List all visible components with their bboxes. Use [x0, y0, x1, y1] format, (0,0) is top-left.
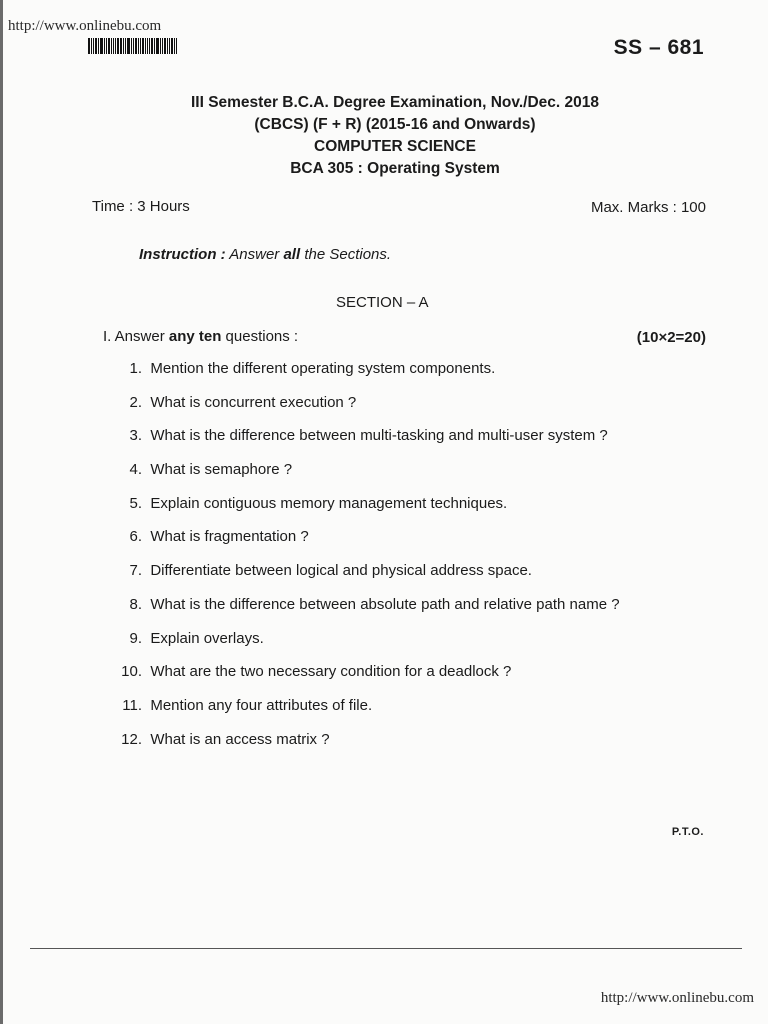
page-divider — [30, 948, 742, 949]
question-number: 5. — [129, 494, 142, 512]
question-item — [108, 663, 620, 697]
question-number: 8. — [129, 595, 142, 613]
question-item — [108, 461, 620, 495]
exam-subject: COMPUTER SCIENCE — [314, 138, 476, 155]
barcode-stripe — [147, 38, 148, 54]
barcode-stripe — [162, 38, 163, 54]
question-block-prefix: I. Answer — [103, 328, 169, 345]
barcode-stripe — [131, 38, 132, 54]
barcode-stripe — [133, 38, 134, 54]
barcode-stripe — [111, 38, 112, 54]
barcode-stripe — [125, 38, 126, 54]
exam-title-line1: III Semester B.C.A. Degree Examination, Nov./Dec. 2018 — [190, 94, 600, 111]
pto-note: P.T.O. — [671, 826, 704, 838]
question-number: 9. — [129, 629, 142, 647]
question-number: 11. — [122, 696, 142, 714]
barcode-stripe — [149, 38, 150, 54]
barcode-stripe — [120, 38, 122, 54]
exam-header — [0, 92, 768, 180]
barcode-stripe — [93, 38, 94, 54]
barcode-stripe — [160, 38, 161, 54]
question-block-heading — [103, 328, 298, 345]
question-number: 6. — [129, 528, 142, 546]
barcode-stripe — [138, 38, 139, 54]
barcode-stripe — [113, 38, 114, 54]
question-item — [108, 427, 620, 461]
question-text: Mention any four attributes of file. — [150, 696, 373, 714]
barcode-stripe — [98, 38, 99, 54]
barcode-stripe — [176, 38, 177, 54]
exam-course: BCA 305 : Operating System — [290, 160, 500, 177]
question-item — [108, 731, 620, 765]
question-list — [108, 360, 620, 764]
question-text: What is the difference between multi-tasking and multi-user system ? — [150, 427, 608, 445]
question-text: Mention the different operating system components. — [150, 360, 496, 377]
question-number: 12. — [121, 730, 142, 748]
instruction-text-before: Answer — [225, 246, 284, 263]
barcode-stripe — [123, 38, 124, 54]
question-block-marks: (10×2=20) — [636, 329, 706, 346]
barcode-stripe — [154, 38, 155, 54]
barcode-stripe — [151, 38, 153, 54]
instruction-label: Instruction : — [139, 246, 226, 263]
question-number: 10. — [121, 663, 142, 681]
barcode-stripe — [100, 38, 103, 54]
barcode-stripe — [104, 38, 105, 54]
section-title: SECTION – A — [336, 294, 429, 311]
barcode-stripe — [95, 38, 97, 54]
question-text: Differentiate between logical and physical address space. — [150, 562, 532, 580]
question-number: 1. — [129, 360, 142, 377]
barcode-stripe — [117, 38, 119, 54]
barcode-stripe — [174, 38, 175, 54]
question-item — [108, 630, 620, 664]
instruction-text-after: the Sections. — [300, 246, 392, 263]
question-text: Explain overlays. — [150, 629, 264, 647]
question-number: 7. — [129, 562, 142, 580]
instruction — [139, 246, 391, 263]
bottom-url-link[interactable]: http://www.onlinebu.com — [600, 990, 754, 1006]
paper-code: SS – 681 — [613, 36, 704, 59]
question-text: What is an access matrix ? — [150, 730, 330, 748]
question-item — [108, 495, 620, 529]
barcode-stripe — [115, 38, 116, 54]
barcode-stripe — [145, 38, 146, 54]
question-item — [108, 596, 620, 630]
exam-duration: Time : 3 Hours — [92, 198, 190, 215]
question-number: 2. — [129, 393, 142, 411]
barcode — [88, 38, 188, 54]
barcode-stripe — [164, 38, 166, 54]
barcode-stripe — [88, 38, 90, 54]
barcode-stripe — [169, 38, 170, 54]
question-item — [108, 394, 620, 428]
barcode-stripe — [167, 38, 168, 54]
barcode-stripe — [140, 38, 141, 54]
question-text: Explain contiguous memory management techniques. — [150, 494, 508, 512]
question-item — [108, 562, 620, 596]
question-text: What is semaphore ? — [150, 461, 293, 479]
top-url-link[interactable]: http://www.onlinebu.com — [8, 18, 162, 34]
barcode-stripe — [171, 38, 173, 54]
question-number: 4. — [129, 461, 142, 479]
barcode-stripe — [127, 38, 130, 54]
exam-max-marks: Max. Marks : 100 — [590, 199, 706, 216]
question-number: 3. — [129, 427, 142, 445]
instruction-emphasis: all — [283, 246, 301, 263]
barcode-stripe — [91, 38, 92, 54]
barcode-stripe — [135, 38, 137, 54]
question-text: What is the difference between absolute path and relative path name ? — [150, 595, 620, 613]
question-text: What are the two necessary condition for a deadlock ? — [150, 663, 512, 681]
question-block-emphasis: any ten — [168, 328, 222, 345]
question-block-suffix: questions : — [221, 328, 299, 345]
question-item — [108, 360, 620, 394]
question-text: What is concurrent execution ? — [150, 393, 357, 411]
question-item — [108, 697, 620, 731]
question-text: What is fragmentation ? — [150, 528, 309, 546]
barcode-stripe — [142, 38, 144, 54]
barcode-stripe — [156, 38, 159, 54]
barcode-stripe — [108, 38, 110, 54]
question-item — [108, 528, 620, 562]
exam-title-line2: (CBCS) (F + R) (2015-16 and Onwards) — [254, 116, 536, 133]
barcode-stripe — [106, 38, 107, 54]
